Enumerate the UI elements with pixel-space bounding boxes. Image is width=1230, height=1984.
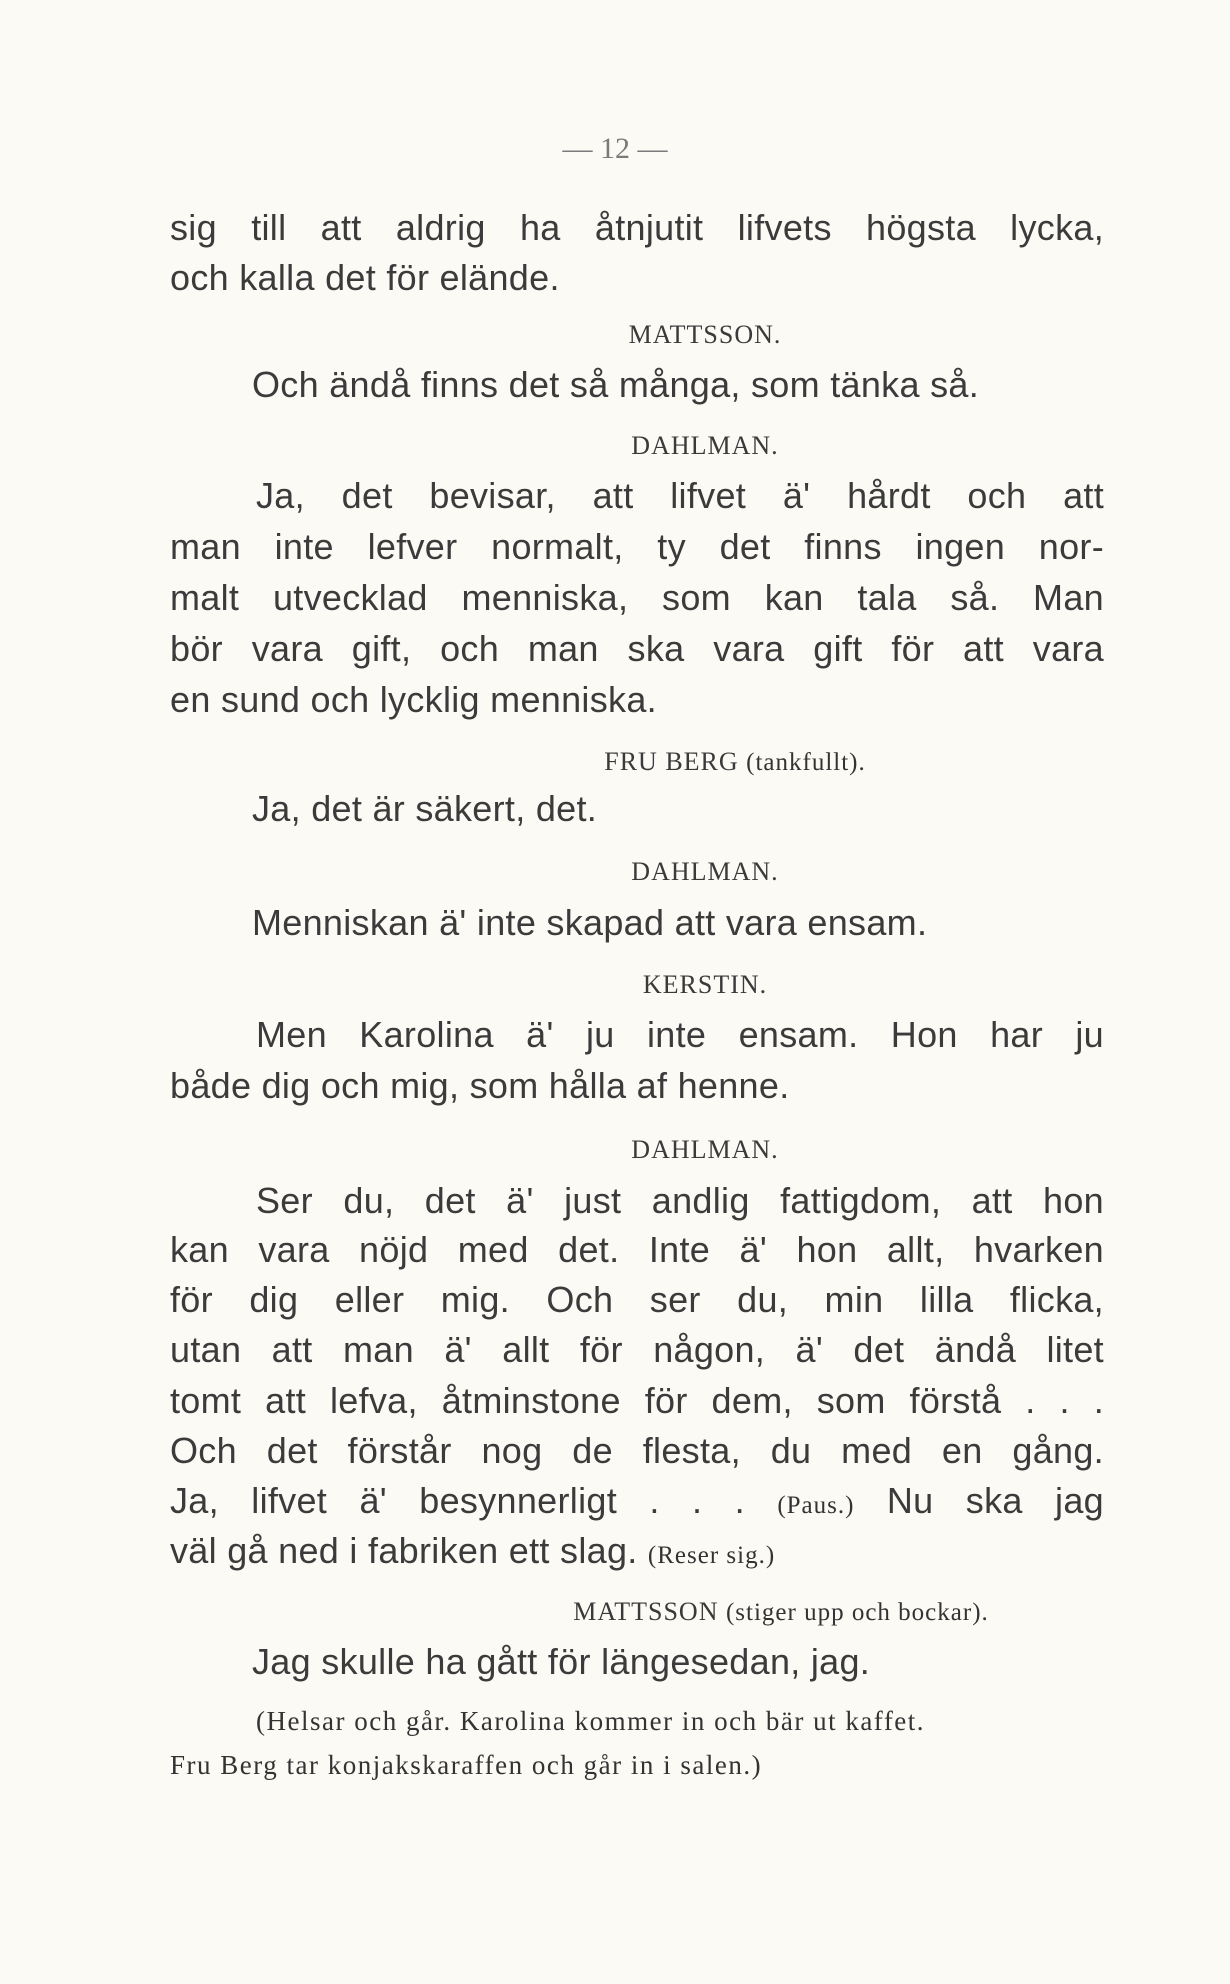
text-line: Ser du, det ä' just andlig fattigdom, att hon xyxy=(256,1180,1104,1221)
stage-direction: (stiger upp och bockar). xyxy=(725,1599,989,1626)
text-line: tomt att lefva, åtminstone för dem, som förstå . . . xyxy=(170,1380,1104,1421)
speaker-line xyxy=(166,1597,1230,1627)
page-number: — 12 — xyxy=(562,132,668,165)
text-line: kan vara nöjd med det. Inte ä' hon allt, hvarken xyxy=(170,1229,1104,1270)
speaker-name: FRU BERG xyxy=(604,747,739,776)
text-line: Ja, det är säkert, det. xyxy=(252,788,598,829)
text-line xyxy=(170,1479,1104,1528)
stage-direction: (Reser sig.) xyxy=(647,1542,776,1569)
text-line: både dig och mig, som hålla af henne. xyxy=(170,1065,790,1106)
speaker-name: MATTSSON. xyxy=(628,320,782,349)
speaker-name: MATTSSON xyxy=(573,1597,719,1626)
speaker-name: DAHLMAN. xyxy=(631,1135,779,1164)
text-line: sig till att aldrig ha åtnjutit lifvets högsta lycka, xyxy=(170,207,1104,248)
stage-direction: (Helsar och går. Karolina kommer in och bär ut kaffet. xyxy=(256,1706,926,1736)
speaker-line xyxy=(120,747,1230,777)
text-line: utan att man ä' allt för någon, ä' det ändå litet xyxy=(170,1329,1104,1370)
text-segment: väl gå ned i fabriken ett slag. xyxy=(170,1530,638,1571)
stage-direction: Fru Berg tar konjakskaraffen och går in i salen.) xyxy=(170,1750,763,1780)
text-line: en sund och lycklig menniska. xyxy=(170,679,657,720)
text-line: och kalla det för elände. xyxy=(170,257,560,298)
speaker-name: DAHLMAN. xyxy=(631,431,779,460)
text-line: Ja, det bevisar, att lifvet ä' hårdt och att xyxy=(256,475,1104,516)
text-line: Jag skulle ha gått för längesedan, jag. xyxy=(252,1641,871,1682)
text-line xyxy=(170,1529,1104,1578)
stage-direction: (tankfullt). xyxy=(746,749,866,776)
speaker-name: KERSTIN. xyxy=(642,970,768,999)
text-line: Och ändå finns det så många, som tänka så. xyxy=(252,364,980,405)
text-segment: Nu ska jag xyxy=(886,1480,1104,1521)
stage-direction: (Paus.) xyxy=(777,1492,855,1519)
text-line: Men Karolina ä' ju inte ensam. Hon har ju xyxy=(256,1014,1104,1055)
text-line: malt utvecklad menniska, som kan tala så. Man xyxy=(170,577,1104,618)
speaker-name: DAHLMAN. xyxy=(631,857,779,886)
text-line: bör vara gift, och man ska vara gift för att vara xyxy=(170,628,1104,669)
text-segment: Ja, lifvet ä' besynnerligt . . . xyxy=(170,1480,745,1521)
text-line: Menniskan ä' inte skapad att vara ensam. xyxy=(252,902,928,943)
text-line: Och det förstår nog de flesta, du med en gång. xyxy=(170,1430,1104,1471)
text-line: man inte lefver normalt, ty det finns ingen nor- xyxy=(170,526,1104,567)
text-line: för dig eller mig. Och ser du, min lilla flicka, xyxy=(170,1279,1104,1320)
